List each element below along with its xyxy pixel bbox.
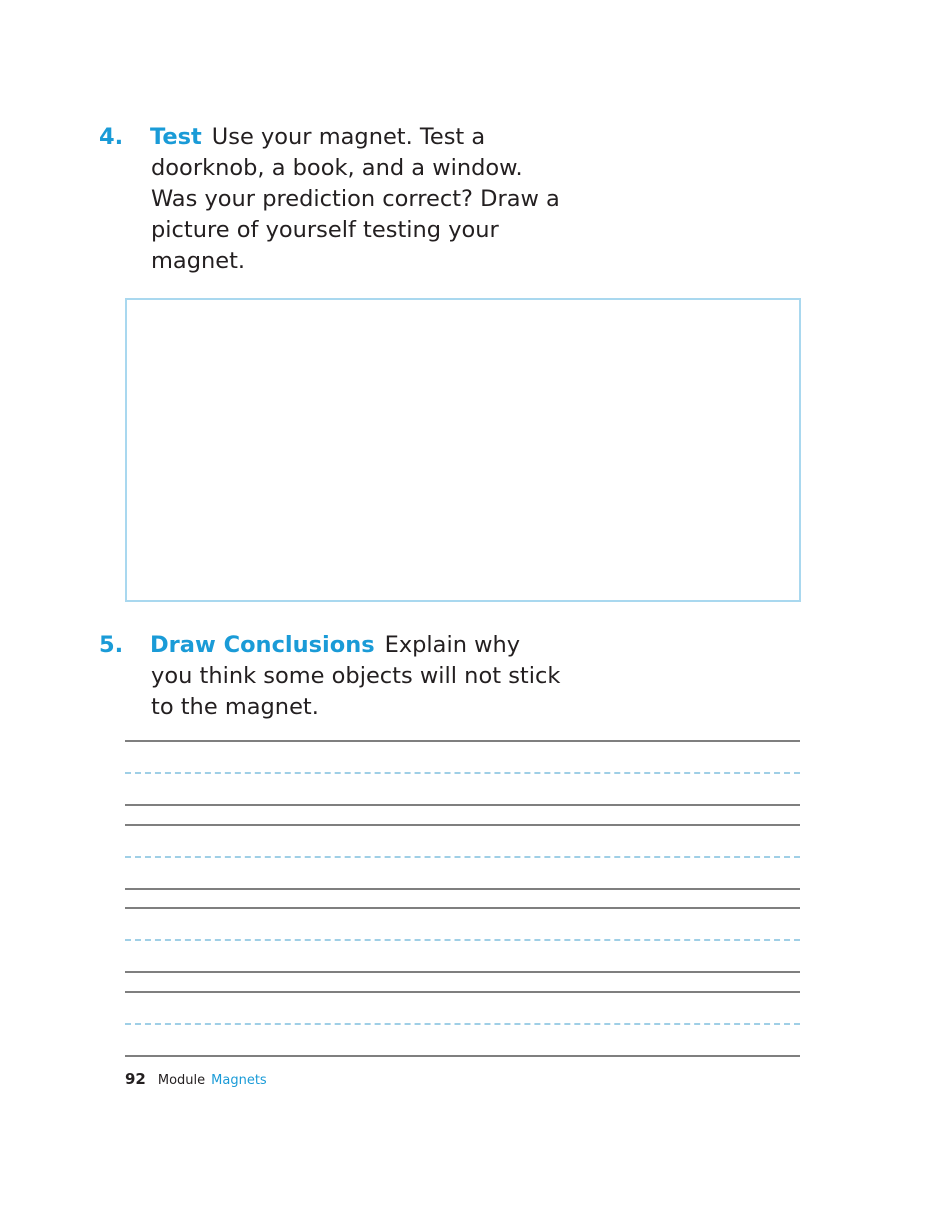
writing-line-baseline	[125, 804, 800, 806]
writing-line-baseline	[125, 1055, 800, 1057]
question-4-body	[99, 122, 565, 277]
question-4	[99, 122, 565, 277]
question-5-body	[99, 630, 565, 723]
question-4-label: Test	[150, 124, 202, 150]
writing-line-1[interactable]	[125, 740, 800, 824]
writing-line-midline	[125, 1023, 800, 1025]
writing-line-2[interactable]	[125, 824, 800, 908]
writing-line-baseline	[125, 888, 800, 890]
module-name: Magnets	[211, 1073, 267, 1088]
writing-line-midline	[125, 772, 800, 774]
page-footer	[125, 1070, 267, 1090]
question-5-label: Draw Conclusions	[150, 632, 375, 658]
handwriting-lines[interactable]	[125, 740, 800, 1074]
question-5-text: Explain why you think some objects will not stick to the magnet.	[151, 632, 561, 720]
question-4-text: Use your magnet. Test a doorknob, a book, and a window. Was your prediction correct? Draw a picture of yourself testing your magnet.	[151, 124, 560, 274]
writing-line-baseline	[125, 971, 800, 973]
writing-line-midline	[125, 856, 800, 858]
writing-line-top-rule	[125, 740, 800, 742]
question-5	[99, 630, 565, 723]
writing-line-top-rule	[125, 907, 800, 909]
writing-line-3[interactable]	[125, 907, 800, 991]
module-word: Module	[157, 1073, 206, 1088]
question-4-number: 4.	[99, 124, 124, 150]
page-number: 92	[125, 1070, 146, 1088]
question-5-number: 5.	[99, 632, 124, 658]
writing-line-midline	[125, 939, 800, 941]
writing-line-top-rule	[125, 991, 800, 993]
writing-line-4[interactable]	[125, 991, 800, 1075]
drawing-box[interactable]	[125, 298, 801, 602]
writing-line-top-rule	[125, 824, 800, 826]
